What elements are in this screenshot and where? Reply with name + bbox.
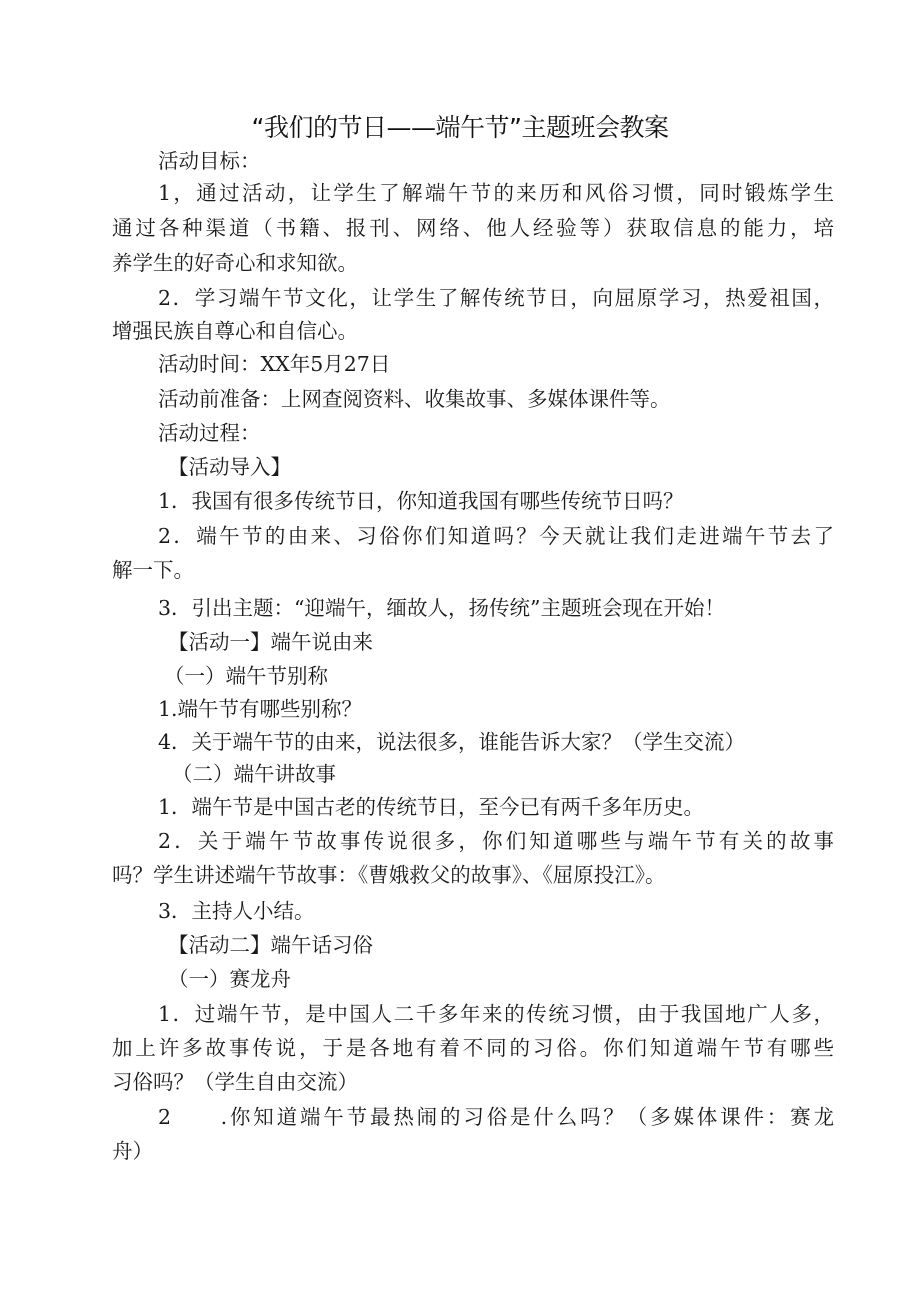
text-line: 1.端午节有哪些别称？	[158, 697, 363, 721]
text-line: 活动过程：	[158, 421, 261, 445]
text-line: 活动前准备：上网查阅资料、收集故事、多媒体课件等。	[158, 387, 671, 411]
section-heading: 【活动二】端午话习俗	[168, 933, 373, 957]
subsection-heading: （二）端午讲故事	[172, 762, 336, 786]
text-line: 2．端午节的由来、习俗你们知道吗？今天就让我们走进端午节去了	[158, 524, 834, 548]
section-heading: 【活动导入】	[168, 455, 291, 479]
subsection-heading: （一）端午节别称	[164, 664, 328, 688]
text-line: 养学生的好奇心和求知欲。	[112, 251, 358, 275]
text-line: 2．关于端午节故事传说很多，你们知道哪些与端午节有关的故事	[158, 829, 834, 853]
text-line: 2．学习端午节文化，让学生了解传统节日，向屈原学习，热爱祖国，	[158, 286, 834, 310]
document-title: “我们的节日——端午节”主题班会教案	[251, 113, 669, 142]
section-heading: 【活动一】端午说由来	[168, 630, 373, 654]
text-line: 活动时间：XX年5月27日	[158, 352, 391, 376]
subsection-heading: （一）赛龙舟	[168, 967, 291, 991]
text-line: 吗？学生讲述端午节故事：《曹娥救父的故事》、《屈原投江》。	[112, 863, 666, 887]
text-line: 习俗吗？（学生自由交流）	[112, 1070, 358, 1094]
text-line: 活动目标：	[158, 149, 261, 173]
text-line: 1，通过活动，让学生了解端午节的来历和风俗习惯，同时锻炼学生	[158, 181, 834, 205]
text-line: 1．过端午节，是中国人二千多年来的传统习惯，由于我国地广人多，	[158, 1002, 834, 1026]
text-line: 2 .你知道端午节最热闹的习俗是什么吗？（多媒体课件：赛龙	[158, 1105, 834, 1129]
text-line: 3．引出主题：“迎端午，缅故人，扬传统”主题班会现在开始！	[158, 596, 726, 620]
text-line: 1．我国有很多传统节日，你知道我国有哪些传统节日吗？	[158, 489, 684, 513]
text-line: 4．关于端午节的由来，说法很多，谁能告诉大家？（学生交流）	[158, 730, 746, 754]
text-line: 1．端午节是中国古老的传统节日，至今已有两千多年历史。	[158, 795, 705, 819]
text-line: 增强民族自尊心和自信心。	[112, 319, 358, 343]
text-line: 通过各种渠道（书籍、报刊、网络、他人经验等）获取信息的能力，培	[112, 216, 834, 240]
text-line: 舟）	[112, 1139, 153, 1163]
text-line: 3．主持人小结。	[158, 899, 315, 923]
text-line: 加上许多故事传说，于是各地有着不同的习俗。你们知道端午节有哪些	[112, 1036, 834, 1060]
text-line: 解一下。	[112, 558, 194, 582]
